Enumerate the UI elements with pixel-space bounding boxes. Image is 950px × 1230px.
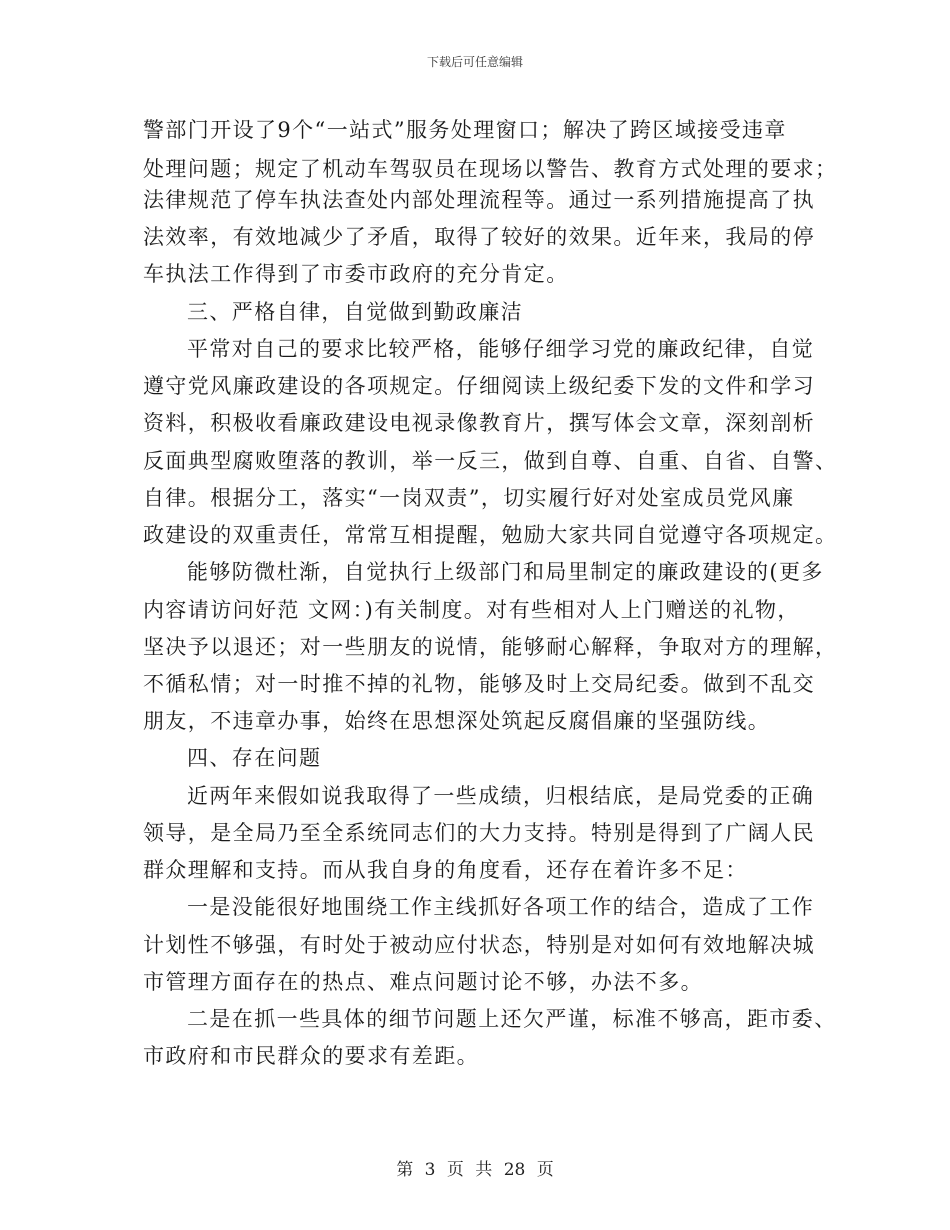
- text-line: 市政府和市民群众的要求有差距。: [143, 1044, 479, 1068]
- text-line: 资料，积极收看廉政建设电视录像教育片，撰写体会文章，深刻剖析: [143, 411, 815, 435]
- text-line: 政建设的双重责任，常常互相提醒，勉励大家共同自觉遵守各项规定。: [143, 523, 838, 547]
- text-line: 朋友，不违章办事，始终在思想深处筑起反腐倡廉的坚强防线。: [143, 709, 771, 733]
- text-line: 法效率，有效地减少了矛盾，取得了较好的效果。近年来，我局的停: [143, 225, 815, 249]
- section-heading: 四、存在问题: [187, 746, 322, 770]
- page-footer: 第 3 页 共 28 页: [396, 1160, 554, 1180]
- text-line: 近两年来假如说我取得了一些成绩，归根结底，是局党委的正确: [187, 784, 815, 808]
- text-line: 平常对自己的要求比较严格，能够仔细学习党的廉政纪律，自觉: [187, 337, 815, 361]
- text-line: 群众理解和支持。而从我自身的角度看，还存在着许多不足：: [143, 858, 748, 882]
- text-line: 遵守党风廉政建设的各项规定。仔细阅读上级纪委下发的文件和学习: [143, 374, 815, 398]
- text-line: 反面典型腐败堕落的教训，举一反三，做到自尊、自重、自省、自警、: [143, 449, 838, 473]
- text-line: 车执法工作得到了市委市政府的充分肯定。: [143, 262, 569, 286]
- text-line: 自律。根据分工，落实“一岗双责”，切实履行好对处室成员党风廉: [143, 486, 795, 510]
- text-line: 坚决予以退还；对一些朋友的说情，能够耐心解释，争取对方的理解，: [143, 635, 838, 659]
- text-line: 法律规范了停车执法查处内部处理流程等。通过一系列措施提高了执: [143, 188, 815, 212]
- text-line: 警部门开设了9个“一站式”服务处理窗口；解决了跨区域接受违章: [143, 118, 787, 142]
- text-line: 领导，是全局乃至全系统同志们的大力支持。特别是得到了广阔人民: [143, 821, 815, 845]
- text-line: 市管理方面存在的热点、难点问题讨论不够，办法不多。: [143, 970, 703, 994]
- text-line: 处理问题；规定了机动车驾驭员在现场以警告、教育方式处理的要求；: [143, 157, 838, 181]
- section-heading: 三、严格自律，自觉做到勤政廉洁: [187, 300, 523, 324]
- text-line: 一是没能很好地围绕工作主线抓好各项工作的结合，造成了工作: [187, 895, 815, 919]
- page-header: 下载后可任意编辑: [426, 55, 523, 69]
- text-line: 内容请访问好范 文网：)有关制度。对有些相对人上门赠送的礼物，: [143, 598, 800, 622]
- text-line: 二是在抓一些具体的细节问题上还欠严谨，标准不够高，距市委、: [187, 1007, 837, 1031]
- text-line: 能够防微杜渐，自觉执行上级部门和局里制定的廉政建设的(更多: [187, 560, 824, 584]
- text-line: 计划性不够强，有时处于被动应付状态，特别是对如何有效地解决城: [143, 933, 815, 957]
- text-line: 不循私情；对一时推不掉的礼物，能够及时上交局纪委。做到不乱交: [143, 672, 815, 696]
